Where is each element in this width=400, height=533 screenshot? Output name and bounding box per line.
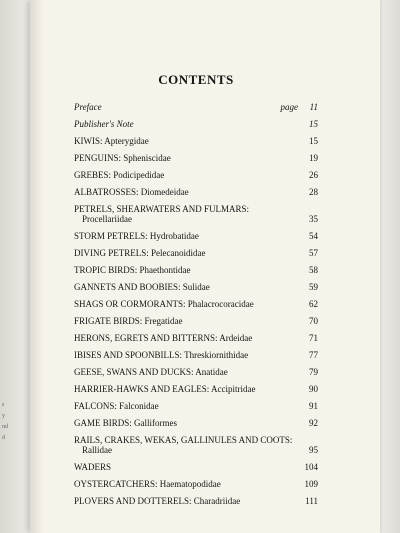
toc-entry-ibises [74, 350, 318, 360]
toc-label: PENGUINS: Spheniscidae [74, 153, 171, 163]
toc-label: PLOVERS AND DOTTERELS: Charadriidae [74, 496, 241, 506]
margin-mark: d [2, 435, 5, 441]
toc-entry-petrels [74, 204, 318, 224]
toc-label: GANNETS AND BOOBIES: Sulidae [74, 282, 210, 292]
toc-label: GEESE, SWANS AND DUCKS: Anatidae [74, 367, 228, 377]
toc-label: DIVING PETRELS: Pelecanoididae [74, 248, 206, 258]
toc-label: SHAGS OR CORMORANTS: Phalacrocoracidae [74, 299, 254, 309]
toc-entry-plovers [74, 496, 318, 506]
toc-page-number: 62 [309, 299, 318, 309]
toc-label: Preface [74, 102, 102, 112]
toc-page-number: 79 [309, 367, 318, 377]
toc-entry-gannets [74, 282, 318, 292]
toc-page-number: 104 [304, 462, 318, 472]
toc-entry-diving-petrels [74, 248, 318, 258]
toc-entry-penguins [74, 153, 318, 163]
toc-label: STORM PETRELS: Hydrobatidae [74, 231, 199, 241]
toc-entry-frigate-birds [74, 316, 318, 326]
toc-label-continued: Procellariidae [82, 214, 132, 224]
toc-page-number: 109 [304, 479, 318, 489]
toc-entry-shags [74, 299, 318, 309]
toc-entry-waders [74, 462, 318, 472]
toc-label: TROPIC BIRDS: Phaethontidae [74, 265, 191, 275]
page-word: page [280, 102, 298, 112]
margin-mark: nd [2, 424, 8, 430]
page-title: CONTENTS [158, 72, 234, 87]
toc-entry-preface [74, 102, 318, 112]
toc-label: IBISES AND SPOONBILLS: Threskiornithidae [74, 350, 249, 360]
toc-entry-grebes [74, 170, 318, 180]
toc-page-number: 19 [309, 153, 318, 163]
toc-page-number: 95 [309, 445, 318, 455]
toc-label: PETRELS, SHEARWATERS AND FULMARS: [74, 204, 250, 214]
toc-page-number: 26 [309, 170, 318, 180]
toc-entry-albatrosses [74, 187, 318, 197]
toc-entry-storm-petrels [74, 231, 318, 241]
toc-page-number: 15 [309, 119, 318, 129]
toc-label-continued: Rallidae [82, 445, 112, 455]
toc-page-number: 28 [309, 187, 318, 197]
margin-mark: y [2, 413, 5, 419]
toc-entry-tropic-birds [74, 265, 318, 275]
toc-entry-game-birds [74, 418, 318, 428]
toc-entry-kiwis [74, 136, 318, 146]
toc-page-number: 11 [309, 102, 318, 112]
toc-label: HARRIER-HAWKS AND EAGLES: Accipitridae [74, 384, 256, 394]
toc-page-number: 111 [305, 496, 318, 506]
toc-label: GAME BIRDS: Galliformes [74, 418, 177, 428]
toc-label: WADERS [74, 462, 112, 472]
toc-page-number: 57 [309, 248, 318, 258]
toc-page-number: 77 [309, 350, 318, 360]
toc-page-number: 91 [309, 401, 318, 411]
toc-label: HERONS, EGRETS AND BITTERNS: Ardeidae [74, 333, 253, 343]
toc-entry-herons [74, 333, 318, 343]
toc-label: ALBATROSSES: Diomedeidae [74, 187, 189, 197]
toc-page-number: 70 [309, 316, 318, 326]
toc-page-number: 71 [309, 333, 318, 343]
toc-label: KIWIS: Apterygidae [74, 136, 149, 146]
left-page-edge-text [2, 400, 16, 444]
toc-entry-oystercatchers [74, 479, 318, 489]
toc-entry-rails [74, 435, 318, 455]
toc-label: FRIGATE BIRDS: Fregatidae [74, 316, 183, 326]
toc-label: OYSTERCATCHERS: Haematopodidae [74, 479, 221, 489]
toc-entry-harrier-hawks [74, 384, 318, 394]
toc-page-number: 92 [309, 418, 318, 428]
toc-page-number: 90 [309, 384, 318, 394]
toc-entry-geese [74, 367, 318, 377]
toc-label: RAILS, CRAKES, WEKAS, GALLINULES AND COOTS: [74, 435, 293, 445]
contents-list [74, 72, 318, 513]
toc-entry-publishers-note [74, 119, 318, 129]
toc-page-number: 54 [309, 231, 318, 241]
toc-page-number: 59 [309, 282, 318, 292]
toc-label: GREBES: Podicipedidae [74, 170, 165, 180]
toc-label: FALCONS: Falconidae [74, 401, 159, 411]
toc-label: Publisher's Note [74, 119, 134, 129]
toc-page-number: 15 [309, 136, 318, 146]
toc-entry-falcons [74, 401, 318, 411]
margin-mark: s [2, 402, 5, 408]
toc-page-number: 58 [309, 265, 318, 275]
toc-page-number: 35 [309, 214, 318, 224]
